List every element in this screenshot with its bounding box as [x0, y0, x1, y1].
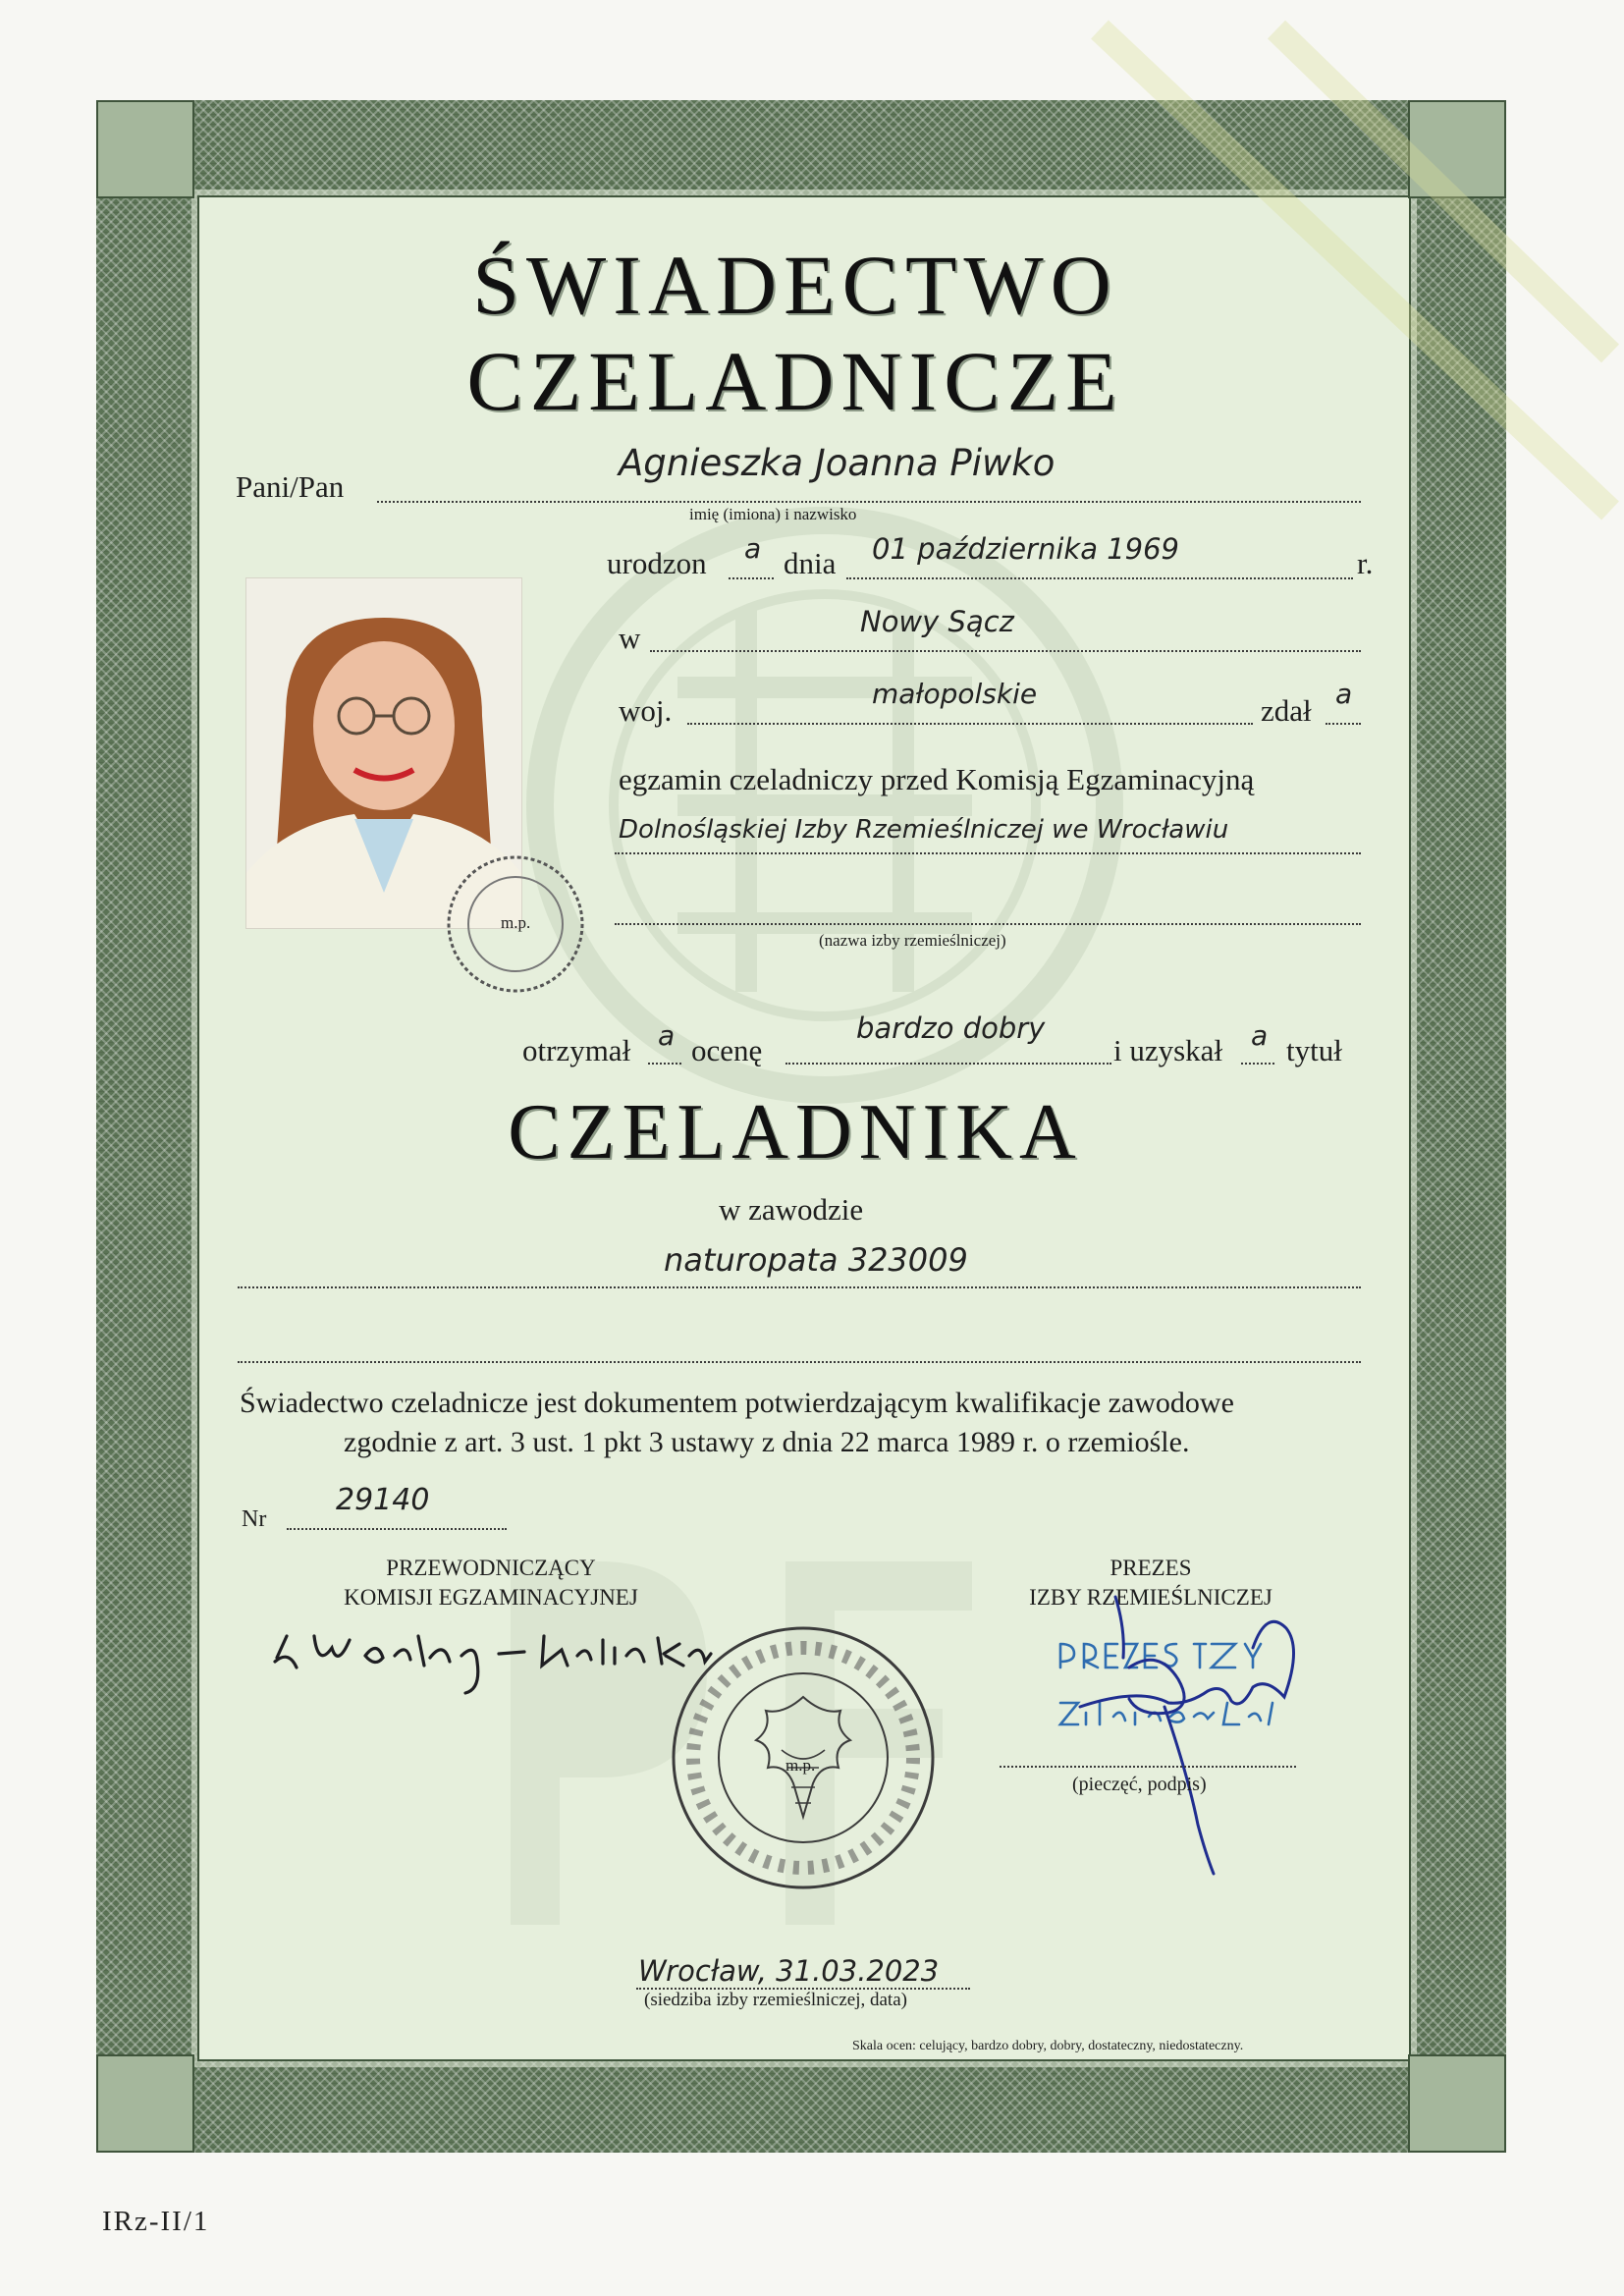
- chamber-name: Dolnośląskiej Izby Rzemieślniczej we Wrocławiu: [619, 815, 1229, 845]
- trade-dotted-line: [238, 1286, 1361, 1288]
- obtained-dotted-line: [1241, 1063, 1274, 1065]
- grade-label: ocenę: [691, 1033, 763, 1067]
- passed-dotted-line: [1326, 723, 1361, 725]
- received-dotted-line: [648, 1063, 681, 1065]
- grade-value: bardzo dobry: [856, 1011, 1046, 1045]
- birth-place: Nowy Sącz: [860, 605, 1014, 638]
- trade-value: naturopata 323009: [664, 1241, 968, 1279]
- received-label: otrzymał: [522, 1033, 631, 1067]
- passed-gender: a: [1335, 678, 1353, 710]
- province-label: woj.: [619, 693, 673, 728]
- left-signatory-title-line-1: PRZEWODNICZĄCY: [386, 1556, 596, 1580]
- birth-date: 01 października 1969: [872, 532, 1179, 566]
- name-value: Agnieszka Joanna Piwko: [619, 442, 1056, 484]
- province-value: małopolskie: [872, 678, 1038, 710]
- left-signatory-title-line-2: KOMISJI EGZAMINACYJNEJ: [344, 1585, 638, 1610]
- title-line-2: CZELADNICZE: [466, 334, 1124, 428]
- province-dotted-line: [687, 723, 1253, 725]
- right-signatory-title-line-2: IZBY RZEMIEŚLNICZEJ: [1029, 1585, 1272, 1610]
- left-signatory-title: [295, 1554, 687, 1613]
- born-label: urodzon: [607, 546, 707, 580]
- born-gender: a: [744, 532, 762, 565]
- left-signature: [267, 1611, 729, 1699]
- born-dotted-line: [729, 577, 774, 579]
- name-caption: imię (imiona) i nazwisko: [689, 505, 857, 523]
- place-dotted-line: [650, 650, 1361, 652]
- grade-dotted-line: [785, 1063, 1111, 1065]
- obtained-label: i uzyskał: [1113, 1033, 1223, 1067]
- year-abbr: r.: [1357, 546, 1374, 580]
- chamber-dotted-line-2: [615, 923, 1361, 925]
- day-label: dnia: [784, 546, 837, 580]
- chamber-dotted-line: [615, 852, 1361, 854]
- qualification-title: CZELADNIKA: [508, 1089, 1083, 1175]
- legal-text-line-1: Świadectwo czeladnicze jest dokumentem potwierdzającym kwalifikacje zawodowe: [240, 1387, 1234, 1419]
- photo-stamp-label: m.p.: [501, 913, 531, 932]
- passed-label: zdał: [1261, 693, 1312, 728]
- chamber-caption: (nazwa izby rzemieślniczej): [819, 931, 1006, 950]
- certificate-number: 29140: [336, 1483, 430, 1517]
- name-label: Pani/Pan: [236, 469, 345, 504]
- legal-text-line-2: zgodnie z art. 3 ust. 1 pkt 3 ustawy z dnia 22 marca 1989 r. o rzemiośle.: [344, 1426, 1190, 1458]
- place-date-caption: (siedziba izby rzemieślniczej, data): [644, 1990, 907, 2010]
- number-dotted-line: [287, 1528, 507, 1530]
- right-signature: [1021, 1589, 1355, 1884]
- place-date: Wrocław, 31.03.2023: [638, 1954, 940, 1988]
- seal-label: m.p.: [785, 1756, 816, 1775]
- form-code: IRz-II/1: [102, 2206, 210, 2237]
- in-label: w: [619, 621, 641, 655]
- grade-scale: Skala ocen: celujący, bardzo dobry, dobry, dostateczny, niedostateczny.: [852, 2039, 1244, 2053]
- trade-dotted-line-2: [238, 1361, 1361, 1363]
- received-gender: a: [658, 1019, 676, 1052]
- title-word: tytuł: [1286, 1033, 1342, 1067]
- stamp-caption: (pieczęć, podpis): [1072, 1774, 1207, 1795]
- title-line-1: ŚWIADECTWO: [472, 238, 1118, 332]
- signature-dotted-line: [1000, 1766, 1296, 1768]
- exam-text: egzamin czeladniczy przed Komisją Egzaminacyjną: [619, 762, 1255, 796]
- name-dotted-line: [377, 501, 1361, 503]
- right-signatory-title-line-1: PREZES: [1110, 1556, 1192, 1580]
- date-dotted-line: [846, 577, 1353, 579]
- in-trade-label: w zawodzie: [719, 1192, 864, 1227]
- obtained-gender: a: [1251, 1019, 1269, 1052]
- number-label: Nr: [242, 1506, 267, 1532]
